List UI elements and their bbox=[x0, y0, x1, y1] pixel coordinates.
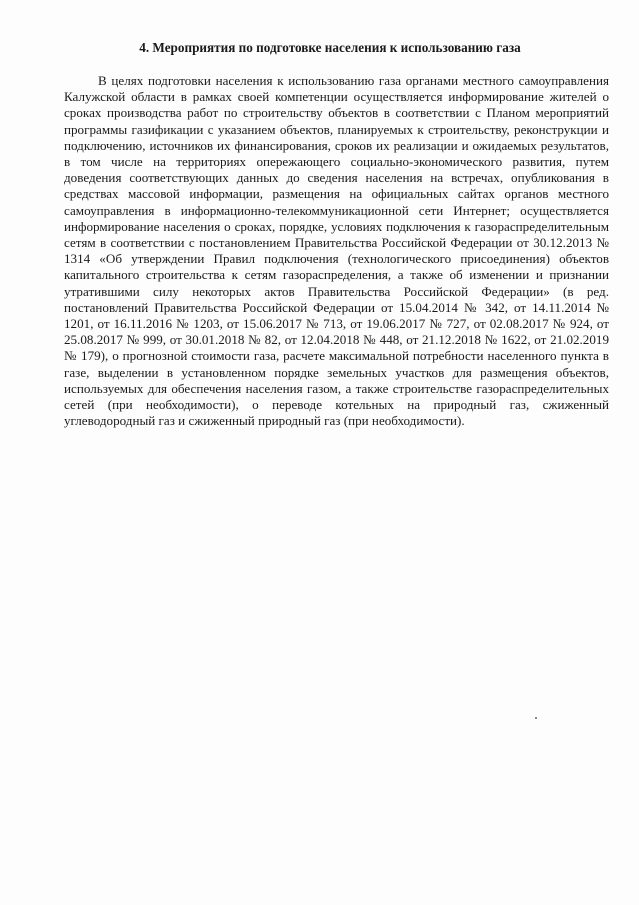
body-paragraph: В целях подготовки населения к использованию газа органами местного самоуправления Калужской области в рамках своей компетенции осуществляется информирование жителей о сроках производства работ по строительству объектов в соответствии с Планом мероприятий программы газификации с указанием объектов, планируемых к строительству, реконструкции и подключению, источников их финансирования, сроков их реализации и ожидаемых результатов, в том числе на территориях опережающего социально-экономического развития, путем доведения соответствующих данных до сведения населения на встречах, опубликования в средствах массовой информации, размещения на официальных сайтах органов местного самоуправления в информационно-телекоммуникационной сети Интернет; осуществляется информирование населения о сроках, порядке, условиях подключения к газораспределительным сетям в соответствии с постановлением Правительства Российской Федерации от 30.12.2013 № 1314 «Об утверждении Правил подключения (технологического присоединения) объектов капитального строительства к сетям газораспределения, а также об изменении и признании утратившими силу некоторых актов Правительства Российской Федерации» (в ред. постановлений Правительства Российской Федерации от 15.04.2014 № 342, от 14.11.2014 № 1201, от 16.11.2016 № 1203, от 15.06.2017 № 713, от 19.06.2017 № 727, от 02.08.2017 № 924, от 25.08.2017 № 999, от 30.01.2018 № 82, от 12.04.2018 № 448, от 21.12.2018 № 1622, от 21.02.2019 № 179), о прогнозной стоимости газа, расчете максимальной потребности населенного пункта в газе, выделении в установленном порядке земельных участков для размещения объектов, используемых для обеспечения населения газом, а также строительстве газораспределительных сетей (при необходимости), о переводе котельных на природный газ, сжиженный углеводородный газ и сжиженный природный газ (при необходимости). bbox=[64, 73, 609, 429]
section-title: 4. Мероприятия по подготовке населения к использованию газа bbox=[139, 40, 521, 55]
scan-artifact bbox=[535, 717, 537, 719]
